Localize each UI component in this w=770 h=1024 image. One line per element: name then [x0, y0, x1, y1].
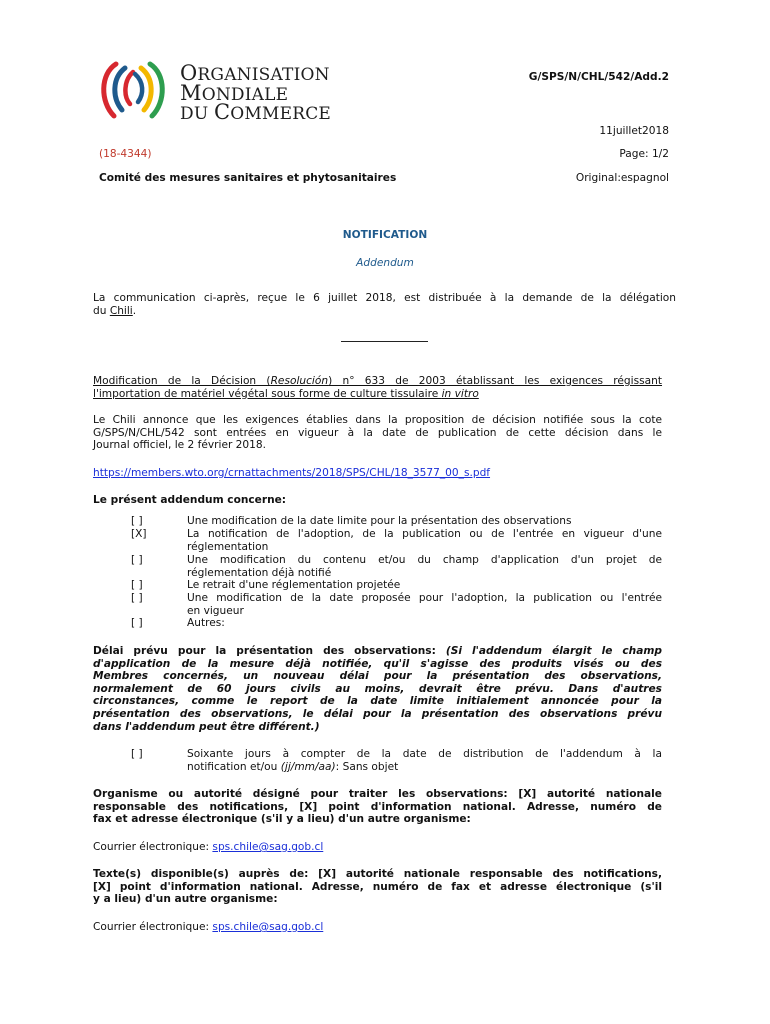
intro-line-1: La communication ci-après, reçue le 6 juillet 2018, est distribuée à la demande de la délégation	[93, 292, 676, 304]
organization-name	[180, 61, 380, 124]
email-label: Courrier électronique:	[93, 841, 213, 853]
measure-title-line-1: Modification de la Décision (Resolución) n° 633 de 2003 établissant les exigences régissant	[93, 375, 663, 387]
committee-name: Comité des mesures sanitaires et phytosanitaires	[99, 172, 397, 184]
texts-line-3: y a lieu) d'un autre organisme:	[93, 893, 278, 906]
checkbox: [ ]	[131, 579, 143, 591]
agency-section	[93, 788, 662, 826]
description-line-3: Journal officiel, le 2 février 2018.	[93, 439, 267, 452]
org-line-3: DU COMMERCE	[180, 100, 332, 124]
texts-line-1: Texte(s) disponible(s) auprès de: [X] autorité nationale responsable des notifications,	[93, 868, 662, 880]
email-label: Courrier électronique:	[93, 921, 213, 933]
document-date: 11juillet2018	[599, 125, 669, 137]
measure-title-line-2: l'importation de matériel végétal sous forme de culture tissulaire in vitro	[93, 387, 479, 400]
measure-title	[93, 375, 662, 400]
texts-line-2: [X] point d'information national. Adresse, numéro de fax et adresse électronique (s'il	[93, 880, 662, 893]
page-subtitle: Addendum	[356, 257, 414, 269]
member-name: Chili	[109, 304, 133, 317]
wto-logo-icon	[92, 58, 174, 124]
original-language: Original:espagnol	[575, 172, 669, 184]
agency-line-3: fax et adresse électronique (s'il y a lieu) d'un autre organisme:	[93, 813, 471, 826]
page-title: NOTIFICATION	[342, 229, 428, 241]
addendum-heading: Le présent addendum concerne:	[93, 494, 287, 506]
deadline-line-5: circonstances, comme le report de la date limite initialement annoncée pour la	[93, 695, 662, 708]
description-paragraph	[93, 414, 662, 452]
deadline-line-2: d'application de la mesure déjà notifiée, qu'il s'agisse des produits visés ou des	[93, 657, 662, 670]
texts-email-link[interactable]: sps.chile@sag.gob.cl	[212, 921, 324, 933]
list-item-text: Une modification de la date proposée pour l'adoption, la publication ou l'entrée en vigueur	[187, 592, 662, 617]
org-line-2: MONDIALE	[180, 80, 289, 105]
deadline-line-6: présentation des observations, le délai pour la présentation des observations prévu	[93, 707, 662, 720]
intro-paragraph	[93, 292, 676, 317]
checkbox: [ ]	[131, 515, 143, 527]
list-item-text: Une modification du contenu et/ou du champ d'application d'un projet de réglementation déjà notifié	[187, 554, 662, 579]
agency-line-1: Organisme ou autorité désigné pour traiter les observations: [X] autorité nationale	[93, 788, 662, 800]
comment-deadline-section	[93, 645, 662, 733]
deadline-line-1: Délai prévu pour la présentation des observations: (Si l'addendum élargit le champ	[93, 645, 662, 657]
description-line-2: G/SPS/N/CHL/542 sont entrées en vigueur à la date de publication de cette décision dans le	[93, 426, 662, 439]
org-line-1: ORGANISATION	[180, 61, 330, 85]
description-line-1: Le Chili annonce que les exigences établies dans la proposition de décision notifiée sous la cote	[93, 414, 662, 426]
deadline-option-line-2: notification et/ou (jj/mm/aa): Sans objet	[187, 760, 399, 773]
deadline-line-4: normalement de 60 jours civils au moins, devrait être prévu. Dans d'autres	[93, 682, 662, 695]
document-reference: (18-4344)	[99, 148, 152, 160]
list-item-text: Une modification de la date limite pour la présentation des observations	[187, 515, 572, 527]
checkbox: [ ]	[131, 748, 143, 760]
list-item-text: Le retrait d'une réglementation projetée	[187, 579, 401, 591]
texts-available-section	[93, 868, 662, 906]
agency-line-2: responsable des notifications, [X] point d'information national. Adresse, numéro de	[93, 800, 662, 813]
separator-line	[341, 341, 428, 342]
checkbox: [ ]	[131, 617, 143, 629]
deadline-option-line-1: Soixante jours à compter de la date de distribution de l'addendum à la	[187, 748, 662, 760]
deadline-line-7: dans l'addendum peut être différent.)	[93, 720, 320, 733]
deadline-option	[187, 748, 662, 773]
checkbox: [ ]	[131, 554, 143, 566]
document-link[interactable]: https://members.wto.org/crnattachments/2018/SPS/CHL/18_3577_00_s.pdf	[93, 467, 491, 479]
checkbox: [X]	[131, 528, 147, 540]
deadline-line-3: Membres concernés, un nouveau délai pour la présentation des observations,	[93, 670, 662, 683]
page-number: Page: 1/2	[619, 148, 669, 160]
list-item-text: La notification de l'adoption, de la publication ou de l'entrée en vigueur d'une réglementation	[187, 528, 662, 553]
agency-email-link[interactable]: sps.chile@sag.gob.cl	[212, 841, 324, 853]
document-symbol: G/SPS/N/CHL/542/Add.2	[528, 71, 669, 83]
texts-email-row	[93, 921, 323, 934]
agency-email-row	[93, 841, 323, 854]
list-item-text: Autres:	[187, 617, 225, 629]
intro-line-2: du Chili.	[93, 304, 137, 317]
checkbox: [ ]	[131, 592, 143, 604]
